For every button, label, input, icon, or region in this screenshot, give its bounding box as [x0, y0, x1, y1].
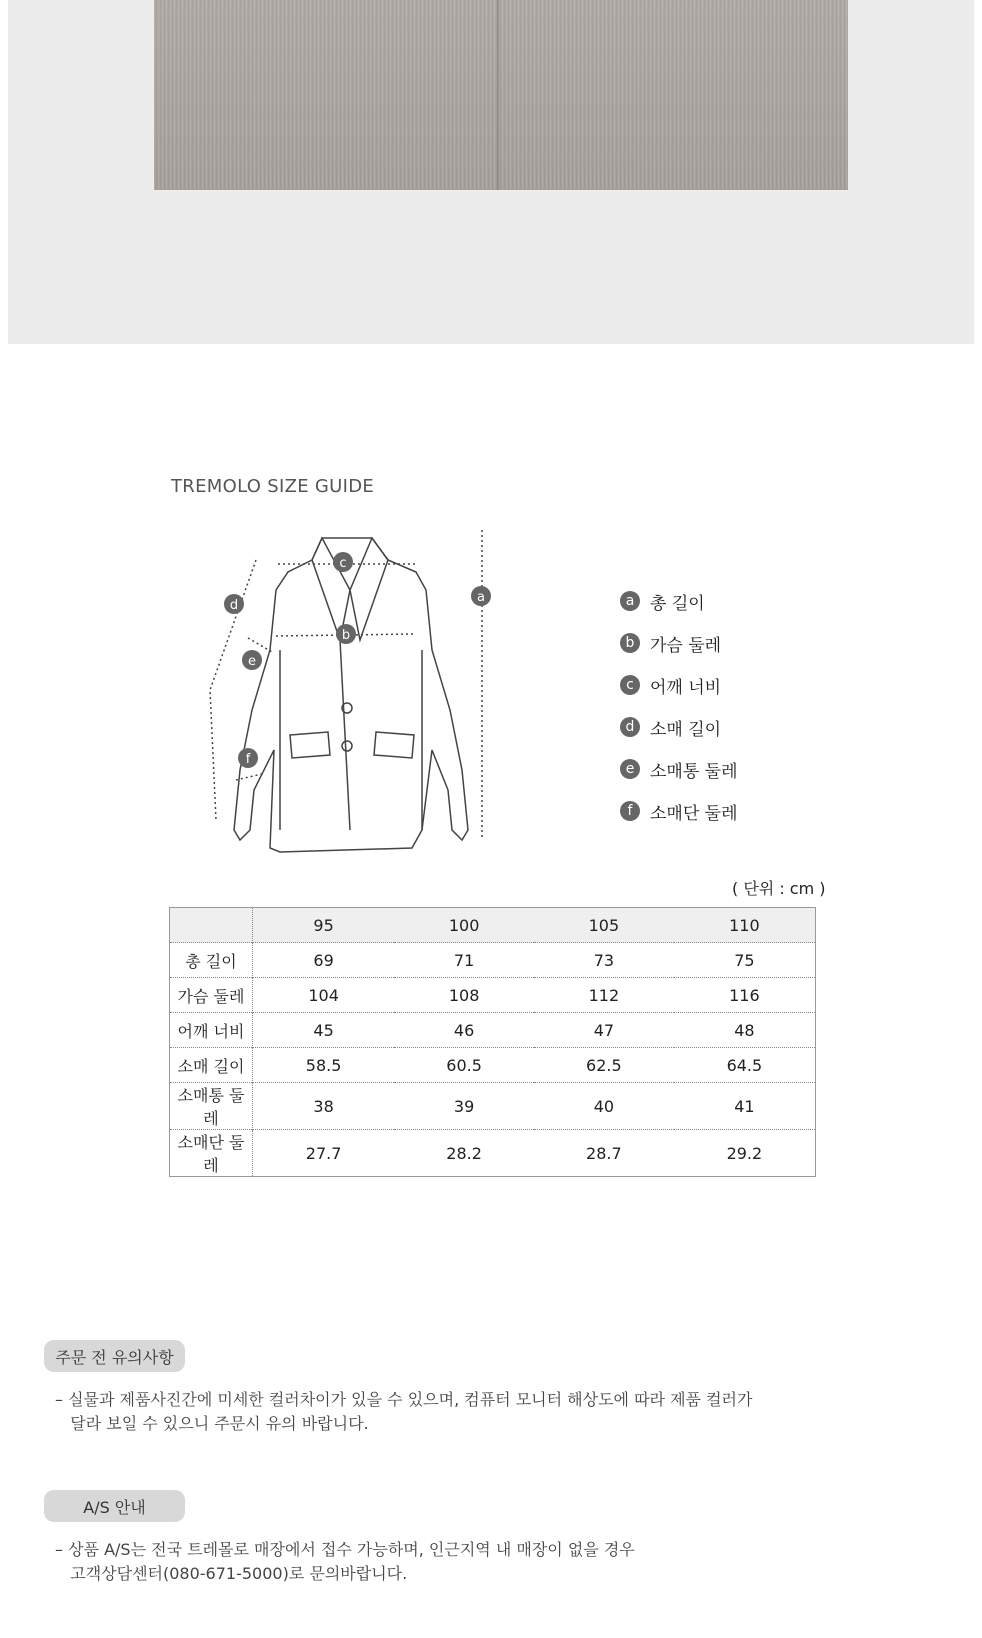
product-photo-panel [8, 0, 974, 344]
row-label: 어깨 너비 [170, 1013, 253, 1048]
diagram-label-a: a [477, 590, 485, 605]
table-row [170, 1083, 816, 1130]
notice-tab-order-caution: 주문 전 유의사항 [44, 1340, 185, 1372]
table-cell: 48 [674, 1013, 816, 1048]
notice-line: – 상품 A/S는 전국 트레몰로 매장에서 접수 가능하며, 인근지역 내 매장이 없을 경우 [55, 1540, 635, 1559]
table-header-row [170, 908, 816, 943]
legend-item [620, 580, 738, 622]
table-cell: 40 [534, 1083, 674, 1130]
table-cell: 71 [394, 943, 534, 978]
table-cell: 28.7 [534, 1130, 674, 1177]
legend-label: 총 길이 [650, 593, 705, 614]
diagram-label-d: d [229, 598, 239, 613]
size-header: 95 [253, 908, 395, 943]
table-cell: 38 [253, 1083, 395, 1130]
table-cell: 27.7 [253, 1130, 395, 1177]
notice-tab-as-info: A/S 안내 [44, 1490, 185, 1522]
table-cell: 41 [674, 1083, 816, 1130]
legend-badge: a [620, 591, 640, 611]
table-cell: 47 [534, 1013, 674, 1048]
table-cell: 60.5 [394, 1048, 534, 1083]
row-label: 가슴 둘레 [170, 978, 253, 1013]
unit-note: ( 단위 : cm ) [732, 879, 826, 898]
diagram-label-c: c [339, 556, 347, 571]
legend-item [620, 790, 738, 832]
diagram-label-b: b [341, 628, 351, 643]
table-cell: 69 [253, 943, 395, 978]
table-row [170, 978, 816, 1013]
legend-label: 가슴 둘레 [650, 635, 722, 656]
table-cell: 58.5 [253, 1048, 395, 1083]
legend-badge: f [620, 801, 640, 821]
row-label: 소매 길이 [170, 1048, 253, 1083]
row-label: 총 길이 [170, 943, 253, 978]
table-cell: 64.5 [674, 1048, 816, 1083]
legend-badge: e [620, 759, 640, 779]
legend-label: 소매 길이 [650, 719, 722, 740]
table-cell: 28.2 [394, 1130, 534, 1177]
table-row [170, 1130, 816, 1177]
table-cell: 112 [534, 978, 674, 1013]
fabric-closeup-image [154, 0, 848, 190]
table-cell: 46 [394, 1013, 534, 1048]
fabric-seam [497, 0, 499, 190]
row-label: 소매단 둘레 [170, 1130, 253, 1177]
table-row [170, 943, 816, 978]
row-label: 소매통 둘레 [170, 1083, 253, 1130]
legend-label: 소매통 둘레 [650, 761, 738, 782]
notice-line: 고객상담센터(080-671-5000)로 문의바랍니다. [55, 1564, 408, 1583]
legend-item [620, 706, 738, 748]
legend-badge: d [620, 717, 640, 737]
legend-item [620, 622, 738, 664]
size-table [169, 907, 816, 1177]
legend-label: 어깨 너비 [650, 677, 722, 698]
size-header: 105 [534, 908, 674, 943]
table-cell: 29.2 [674, 1130, 816, 1177]
table-cell: 116 [674, 978, 816, 1013]
legend-item [620, 748, 738, 790]
table-cell: 108 [394, 978, 534, 1013]
notice-line: 달라 보일 수 있으니 주문시 유의 바랍니다. [55, 1414, 369, 1433]
table-cell: 62.5 [534, 1048, 674, 1083]
diagram-label-e: e [248, 654, 256, 669]
diagram-label-f: f [245, 752, 251, 767]
legend-badge: c [620, 675, 640, 695]
notice-text-order-caution [55, 1388, 752, 1436]
table-cell: 75 [674, 943, 816, 978]
size-guide-title: TREMOLO SIZE GUIDE [171, 476, 375, 497]
table-row [170, 1048, 816, 1083]
legend-item [620, 664, 738, 706]
table-cell: 104 [253, 978, 395, 1013]
legend-label: 소매단 둘레 [650, 803, 738, 824]
table-cell: 73 [534, 943, 674, 978]
table-row [170, 1013, 816, 1048]
notice-line: – 실물과 제품사진간에 미세한 컬러차이가 있을 수 있으며, 컴퓨터 모니터 해상도에 따라 제품 컬러가 [55, 1390, 753, 1409]
jacket-measurement-diagram [200, 530, 520, 880]
legend-badge: b [620, 633, 640, 653]
corner-cell [170, 908, 253, 943]
table-cell: 39 [394, 1083, 534, 1130]
measurement-legend [620, 580, 738, 832]
size-header: 110 [674, 908, 816, 943]
table-cell: 45 [253, 1013, 395, 1048]
size-header: 100 [394, 908, 534, 943]
notice-text-as-info [55, 1538, 635, 1586]
